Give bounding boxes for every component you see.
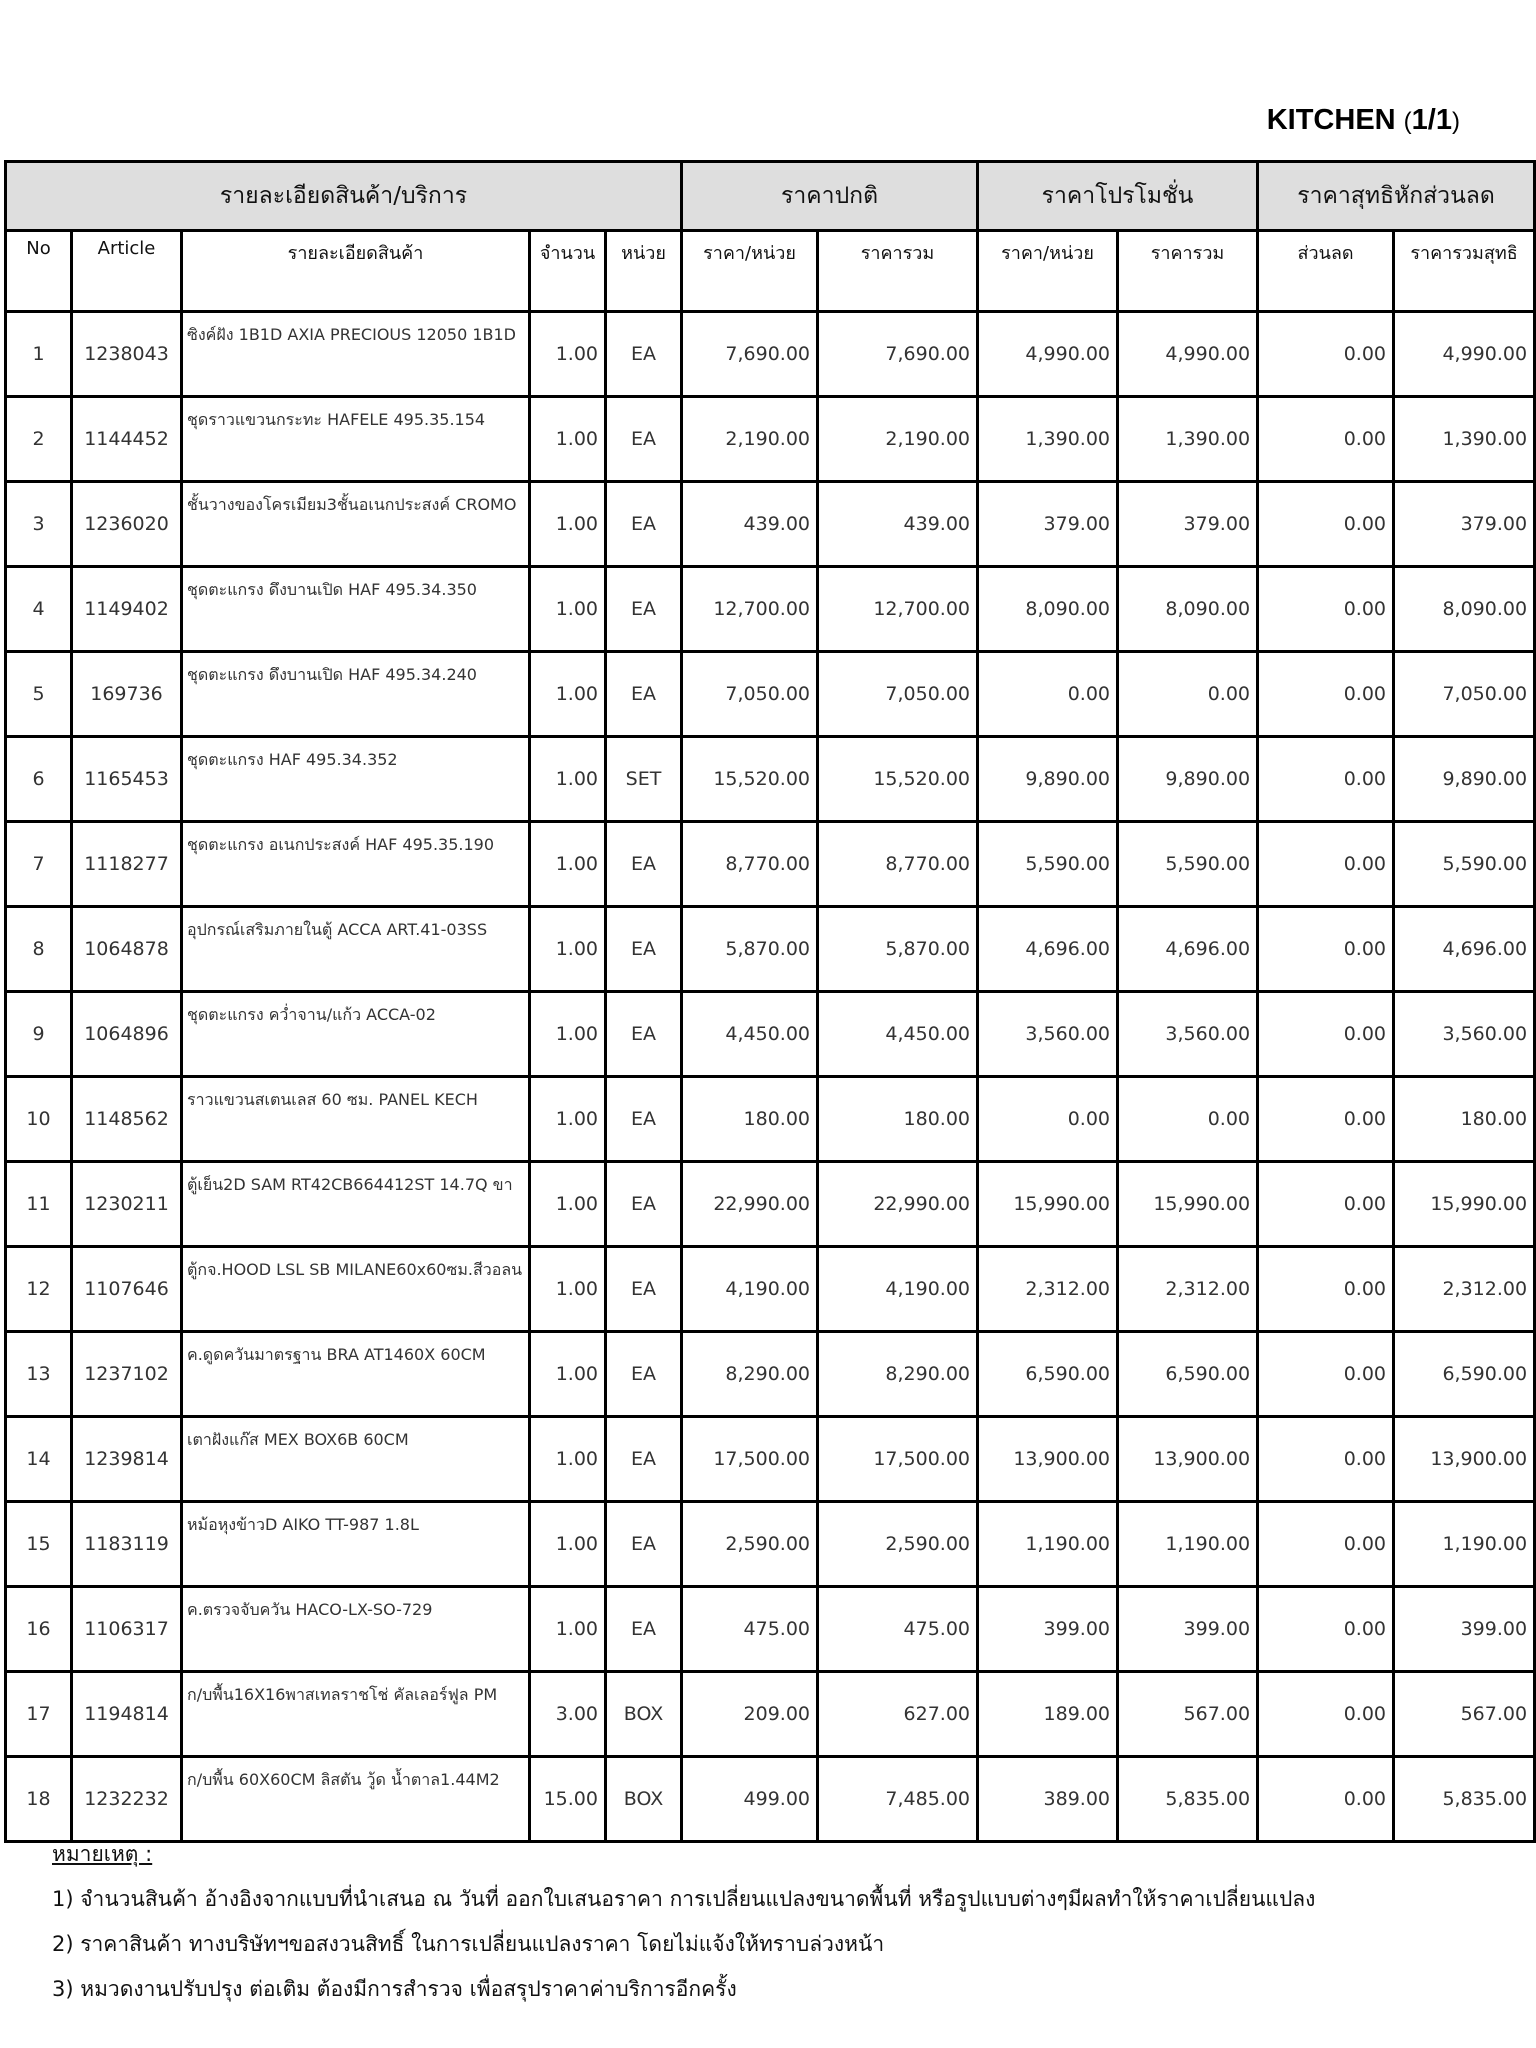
note-item: 2) ราคาสินค้า ทางบริษัทฯขอสงวนสิทธิ์ ในการเปลี่ยนแปลงราคา โดยไม่แจ้งให้ทราบล่วงหน้า	[52, 1932, 885, 1956]
cell-unit: EA	[606, 992, 682, 1077]
cell-description: ค.ดูดควันมาตรฐาน BRA AT1460X 60CM	[182, 1332, 530, 1417]
table-row	[6, 567, 1535, 652]
cell-promo-total: 4,696.00	[1118, 907, 1258, 992]
title-text: KITCHEN	[1266, 104, 1396, 136]
cell-promo-total: 5,590.00	[1118, 822, 1258, 907]
cell-promo-unit-price: 4,990.00	[978, 312, 1118, 397]
cell-unit: BOX	[606, 1757, 682, 1842]
cell-promo-unit-price: 3,560.00	[978, 992, 1118, 1077]
cell-regular-total: 15,520.00	[818, 737, 978, 822]
cell-promo-total: 6,590.00	[1118, 1332, 1258, 1417]
cell-description: ชุดราวแขวนกระทะ HAFELE 495.35.154	[182, 397, 530, 482]
column-header-promo-unit-price: ราคา/หน่วย	[978, 231, 1118, 312]
cell-description: อุปกรณ์เสริมภายในตู้ ACCA ART.41-03SS	[182, 907, 530, 992]
cell-unit: EA	[606, 312, 682, 397]
table-row	[6, 1247, 1535, 1332]
cell-promo-unit-price: 5,590.00	[978, 822, 1118, 907]
cell-discount: 0.00	[1258, 567, 1394, 652]
cell-promo-total: 1,190.00	[1118, 1502, 1258, 1587]
cell-regular-total: 439.00	[818, 482, 978, 567]
cell-promo-total: 379.00	[1118, 482, 1258, 567]
cell-regular-unit-price: 475.00	[682, 1587, 818, 1672]
cell-no: 9	[6, 992, 72, 1077]
note-item: 1) จำนวนสินค้า อ้างอิงจากแบบที่นำเสนอ ณ วันที่ ออกใบเสนอราคา การเปลี่ยนแปลงขนาดพื้นที่ หรือรูปแบบต่างๆมีผลทำให้ราคาเปลี่ยนแปลง	[52, 1887, 1316, 1911]
cell-discount: 0.00	[1258, 482, 1394, 567]
cell-unit: EA	[606, 1077, 682, 1162]
cell-quantity: 1.00	[530, 482, 606, 567]
cell-regular-unit-price: 2,190.00	[682, 397, 818, 482]
table-row	[6, 1077, 1535, 1162]
cell-net-total: 567.00	[1394, 1672, 1535, 1757]
cell-description: ก/บพื้น 60X60CM ลิสตัน วู้ด น้ำตาล1.44M2	[182, 1757, 530, 1842]
table-row	[6, 312, 1535, 397]
cell-net-total: 4,990.00	[1394, 312, 1535, 397]
cell-no: 15	[6, 1502, 72, 1587]
cell-promo-total: 567.00	[1118, 1672, 1258, 1757]
cell-promo-unit-price: 399.00	[978, 1587, 1118, 1672]
cell-description: ราวแขวนสเตนเลส 60 ซม. PANEL KECH	[182, 1077, 530, 1162]
cell-article: 1230211	[72, 1162, 182, 1247]
cell-article: 1236020	[72, 482, 182, 567]
cell-regular-unit-price: 2,590.00	[682, 1502, 818, 1587]
cell-promo-total: 4,990.00	[1118, 312, 1258, 397]
column-header-no: No	[6, 231, 72, 312]
cell-discount: 0.00	[1258, 822, 1394, 907]
column-header-regular-unit-price: ราคา/หน่วย	[682, 231, 818, 312]
cell-regular-total: 7,690.00	[818, 312, 978, 397]
cell-quantity: 1.00	[530, 567, 606, 652]
cell-no: 11	[6, 1162, 72, 1247]
cell-quantity: 1.00	[530, 907, 606, 992]
cell-unit: EA	[606, 822, 682, 907]
cell-quantity: 1.00	[530, 992, 606, 1077]
cell-regular-total: 8,770.00	[818, 822, 978, 907]
cell-quantity: 1.00	[530, 1417, 606, 1502]
cell-quantity: 1.00	[530, 1587, 606, 1672]
cell-quantity: 1.00	[530, 1332, 606, 1417]
cell-promo-unit-price: 6,590.00	[978, 1332, 1118, 1417]
cell-regular-total: 475.00	[818, 1587, 978, 1672]
cell-promo-total: 3,560.00	[1118, 992, 1258, 1077]
page-title	[1160, 104, 1460, 137]
cell-no: 4	[6, 567, 72, 652]
cell-net-total: 399.00	[1394, 1587, 1535, 1672]
cell-net-total: 2,312.00	[1394, 1247, 1535, 1332]
cell-regular-unit-price: 17,500.00	[682, 1417, 818, 1502]
cell-article: 1149402	[72, 567, 182, 652]
cell-no: 2	[6, 397, 72, 482]
page-indicator: 1/1	[1411, 104, 1452, 136]
cell-unit: SET	[606, 737, 682, 822]
cell-no: 10	[6, 1077, 72, 1162]
cell-quantity: 1.00	[530, 1077, 606, 1162]
cell-promo-unit-price: 1,390.00	[978, 397, 1118, 482]
cell-regular-total: 2,190.00	[818, 397, 978, 482]
cell-promo-total: 13,900.00	[1118, 1417, 1258, 1502]
cell-net-total: 6,590.00	[1394, 1332, 1535, 1417]
group-header-regular-price: ราคาปกติ	[682, 162, 978, 231]
cell-regular-total: 7,050.00	[818, 652, 978, 737]
cell-regular-unit-price: 8,290.00	[682, 1332, 818, 1417]
cell-promo-unit-price: 0.00	[978, 652, 1118, 737]
cell-article: 1148562	[72, 1077, 182, 1162]
cell-promo-unit-price: 189.00	[978, 1672, 1118, 1757]
cell-description: ค.ตรวจจับควัน HACO-LX-SO-729	[182, 1587, 530, 1672]
cell-promo-unit-price: 0.00	[978, 1077, 1118, 1162]
cell-net-total: 1,190.00	[1394, 1502, 1535, 1587]
cell-discount: 0.00	[1258, 1077, 1394, 1162]
cell-description: ชุดตะแกรง อเนกประสงค์ HAF 495.35.190	[182, 822, 530, 907]
cell-discount: 0.00	[1258, 1757, 1394, 1842]
cell-unit: EA	[606, 567, 682, 652]
table-row	[6, 1417, 1535, 1502]
cell-no: 18	[6, 1757, 72, 1842]
cell-regular-unit-price: 4,190.00	[682, 1247, 818, 1332]
cell-promo-unit-price: 2,312.00	[978, 1247, 1118, 1332]
cell-unit: EA	[606, 907, 682, 992]
cell-description: ชุดตะแกรง ดึงบานเปิด HAF 495.34.240	[182, 652, 530, 737]
cell-promo-total: 1,390.00	[1118, 397, 1258, 482]
cell-regular-unit-price: 12,700.00	[682, 567, 818, 652]
cell-article: 1144452	[72, 397, 182, 482]
cell-regular-unit-price: 7,050.00	[682, 652, 818, 737]
cell-promo-total: 0.00	[1118, 652, 1258, 737]
cell-regular-total: 4,190.00	[818, 1247, 978, 1332]
cell-net-total: 4,696.00	[1394, 907, 1535, 992]
cell-quantity: 1.00	[530, 1162, 606, 1247]
cell-regular-unit-price: 499.00	[682, 1757, 818, 1842]
cell-promo-unit-price: 13,900.00	[978, 1417, 1118, 1502]
cell-no: 8	[6, 907, 72, 992]
table-row	[6, 482, 1535, 567]
cell-discount: 0.00	[1258, 312, 1394, 397]
cell-article: 1064878	[72, 907, 182, 992]
cell-discount: 0.00	[1258, 907, 1394, 992]
cell-net-total: 5,590.00	[1394, 822, 1535, 907]
cell-regular-total: 8,290.00	[818, 1332, 978, 1417]
cell-regular-unit-price: 209.00	[682, 1672, 818, 1757]
table-row	[6, 1162, 1535, 1247]
cell-article: 1183119	[72, 1502, 182, 1587]
cell-description: ชุดตะแกรง ดึงบานเปิด HAF 495.34.350	[182, 567, 530, 652]
cell-article: 1107646	[72, 1247, 182, 1332]
cell-article: 1106317	[72, 1587, 182, 1672]
cell-quantity: 1.00	[530, 822, 606, 907]
table-row	[6, 652, 1535, 737]
cell-description: ตู้กจ.HOOD LSL SB MILANE60x60ซม.สีวอลน	[182, 1247, 530, 1332]
cell-net-total: 8,090.00	[1394, 567, 1535, 652]
table-row	[6, 1332, 1535, 1417]
cell-article: 1238043	[72, 312, 182, 397]
cell-net-total: 379.00	[1394, 482, 1535, 567]
cell-quantity: 1.00	[530, 312, 606, 397]
cell-regular-total: 12,700.00	[818, 567, 978, 652]
cell-net-total: 9,890.00	[1394, 737, 1535, 822]
cell-regular-total: 180.00	[818, 1077, 978, 1162]
cell-discount: 0.00	[1258, 1502, 1394, 1587]
cell-article: 1232232	[72, 1757, 182, 1842]
cell-discount: 0.00	[1258, 1332, 1394, 1417]
cell-unit: BOX	[606, 1672, 682, 1757]
cell-discount: 0.00	[1258, 397, 1394, 482]
cell-description: ก/บพื้น16X16พาสเทลราชโช่ คัลเลอร์ฟูล PM	[182, 1672, 530, 1757]
cell-unit: EA	[606, 1587, 682, 1672]
cell-regular-total: 17,500.00	[818, 1417, 978, 1502]
cell-regular-unit-price: 5,870.00	[682, 907, 818, 992]
cell-promo-total: 0.00	[1118, 1077, 1258, 1162]
cell-quantity: 1.00	[530, 397, 606, 482]
column-header-description: รายละเอียดสินค้า	[182, 231, 530, 312]
cell-promo-total: 15,990.00	[1118, 1162, 1258, 1247]
cell-no: 17	[6, 1672, 72, 1757]
cell-no: 3	[6, 482, 72, 567]
cell-article: 169736	[72, 652, 182, 737]
title-paren-open: (	[1403, 108, 1412, 135]
cell-regular-unit-price: 7,690.00	[682, 312, 818, 397]
cell-regular-unit-price: 8,770.00	[682, 822, 818, 907]
cell-description: หม้อหุงข้าวD AIKO TT-987 1.8L	[182, 1502, 530, 1587]
cell-unit: EA	[606, 652, 682, 737]
cell-regular-unit-price: 439.00	[682, 482, 818, 567]
cell-article: 1239814	[72, 1417, 182, 1502]
cell-article: 1064896	[72, 992, 182, 1077]
cell-no: 16	[6, 1587, 72, 1672]
cell-quantity: 1.00	[530, 1502, 606, 1587]
cell-unit: EA	[606, 1502, 682, 1587]
cell-description: ชุดตะแกรง HAF 495.34.352	[182, 737, 530, 822]
cell-no: 7	[6, 822, 72, 907]
column-header-promo-total: ราคารวม	[1118, 231, 1258, 312]
column-header-article: Article	[72, 231, 182, 312]
table-row	[6, 822, 1535, 907]
cell-no: 6	[6, 737, 72, 822]
group-header-row	[6, 162, 1535, 231]
cell-description: ชุดตะแกรง คว่ำจาน/แก้ว ACCA-02	[182, 992, 530, 1077]
column-header-discount: ส่วนลด	[1258, 231, 1394, 312]
cell-net-total: 7,050.00	[1394, 652, 1535, 737]
cell-unit: EA	[606, 397, 682, 482]
cell-promo-total: 9,890.00	[1118, 737, 1258, 822]
cell-discount: 0.00	[1258, 1162, 1394, 1247]
cell-description: ชั้นวางของโครเมียม3ชั้นอเนกประสงค์ CROMO	[182, 482, 530, 567]
column-header-net-total: ราคารวมสุทธิ	[1394, 231, 1535, 312]
cell-promo-total: 399.00	[1118, 1587, 1258, 1672]
table-row	[6, 1672, 1535, 1757]
quotation-table	[4, 160, 1536, 1843]
cell-no: 14	[6, 1417, 72, 1502]
cell-quantity: 15.00	[530, 1757, 606, 1842]
table-row	[6, 992, 1535, 1077]
cell-article: 1237102	[72, 1332, 182, 1417]
cell-regular-unit-price: 22,990.00	[682, 1162, 818, 1247]
cell-unit: EA	[606, 1417, 682, 1502]
cell-promo-unit-price: 1,190.00	[978, 1502, 1118, 1587]
table-body	[6, 312, 1535, 1842]
cell-unit: EA	[606, 1162, 682, 1247]
table-row	[6, 397, 1535, 482]
cell-discount: 0.00	[1258, 737, 1394, 822]
cell-no: 12	[6, 1247, 72, 1332]
cell-discount: 0.00	[1258, 1587, 1394, 1672]
cell-discount: 0.00	[1258, 1417, 1394, 1502]
cell-regular-total: 4,450.00	[818, 992, 978, 1077]
note-item: 3) หมวดงานปรับปรุง ต่อเติม ต้องมีการสำรวจ เพื่อสรุปราคาค่าบริการอีกครั้ง	[52, 1977, 737, 2001]
cell-description: ตู้เย็น2D SAM RT42CB664412ST 14.7Q ขา	[182, 1162, 530, 1247]
notes-heading: หมายเหตุ :	[52, 1842, 153, 1866]
cell-regular-total: 627.00	[818, 1672, 978, 1757]
cell-unit: EA	[606, 482, 682, 567]
table-row	[6, 1757, 1535, 1842]
title-paren-close: )	[1452, 108, 1460, 135]
cell-regular-total: 22,990.00	[818, 1162, 978, 1247]
cell-discount: 0.00	[1258, 1247, 1394, 1332]
column-header-quantity: จำนวน	[530, 231, 606, 312]
group-header-product-detail: รายละเอียดสินค้า/บริการ	[6, 162, 682, 231]
group-header-net-price: ราคาสุทธิหักส่วนลด	[1258, 162, 1535, 231]
cell-discount: 0.00	[1258, 652, 1394, 737]
table-row	[6, 737, 1535, 822]
cell-quantity: 3.00	[530, 1672, 606, 1757]
cell-net-total: 180.00	[1394, 1077, 1535, 1162]
cell-no: 13	[6, 1332, 72, 1417]
cell-regular-total: 7,485.00	[818, 1757, 978, 1842]
group-header-promotion-price: ราคาโปรโมชั่น	[978, 162, 1258, 231]
cell-net-total: 5,835.00	[1394, 1757, 1535, 1842]
cell-regular-unit-price: 15,520.00	[682, 737, 818, 822]
table-row	[6, 1502, 1535, 1587]
cell-promo-unit-price: 9,890.00	[978, 737, 1118, 822]
cell-article: 1165453	[72, 737, 182, 822]
cell-quantity: 1.00	[530, 737, 606, 822]
cell-promo-total: 2,312.00	[1118, 1247, 1258, 1332]
cell-no: 1	[6, 312, 72, 397]
cell-promo-unit-price: 8,090.00	[978, 567, 1118, 652]
cell-promo-total: 8,090.00	[1118, 567, 1258, 652]
cell-quantity: 1.00	[530, 1247, 606, 1332]
cell-description: ซิงค์ฝัง 1B1D AXIA PRECIOUS 12050 1B1D	[182, 312, 530, 397]
column-header-unit: หน่วย	[606, 231, 682, 312]
cell-promo-unit-price: 4,696.00	[978, 907, 1118, 992]
cell-regular-total: 5,870.00	[818, 907, 978, 992]
cell-regular-unit-price: 180.00	[682, 1077, 818, 1162]
cell-regular-total: 2,590.00	[818, 1502, 978, 1587]
cell-article: 1194814	[72, 1672, 182, 1757]
cell-net-total: 1,390.00	[1394, 397, 1535, 482]
cell-regular-unit-price: 4,450.00	[682, 992, 818, 1077]
cell-article: 1118277	[72, 822, 182, 907]
column-header-regular-total: ราคารวม	[818, 231, 978, 312]
cell-unit: EA	[606, 1332, 682, 1417]
cell-net-total: 15,990.00	[1394, 1162, 1535, 1247]
cell-promo-unit-price: 389.00	[978, 1757, 1118, 1842]
cell-description: เตาฝังแก๊ส MEX BOX6B 60CM	[182, 1417, 530, 1502]
cell-net-total: 13,900.00	[1394, 1417, 1535, 1502]
cell-discount: 0.00	[1258, 1672, 1394, 1757]
cell-discount: 0.00	[1258, 992, 1394, 1077]
cell-promo-unit-price: 15,990.00	[978, 1162, 1118, 1247]
cell-unit: EA	[606, 1247, 682, 1332]
cell-no: 5	[6, 652, 72, 737]
cell-quantity: 1.00	[530, 652, 606, 737]
column-header-row	[6, 231, 1535, 312]
notes-section	[52, 1838, 1492, 2018]
cell-net-total: 3,560.00	[1394, 992, 1535, 1077]
cell-promo-total: 5,835.00	[1118, 1757, 1258, 1842]
cell-promo-unit-price: 379.00	[978, 482, 1118, 567]
table-row	[6, 1587, 1535, 1672]
table-row	[6, 907, 1535, 992]
